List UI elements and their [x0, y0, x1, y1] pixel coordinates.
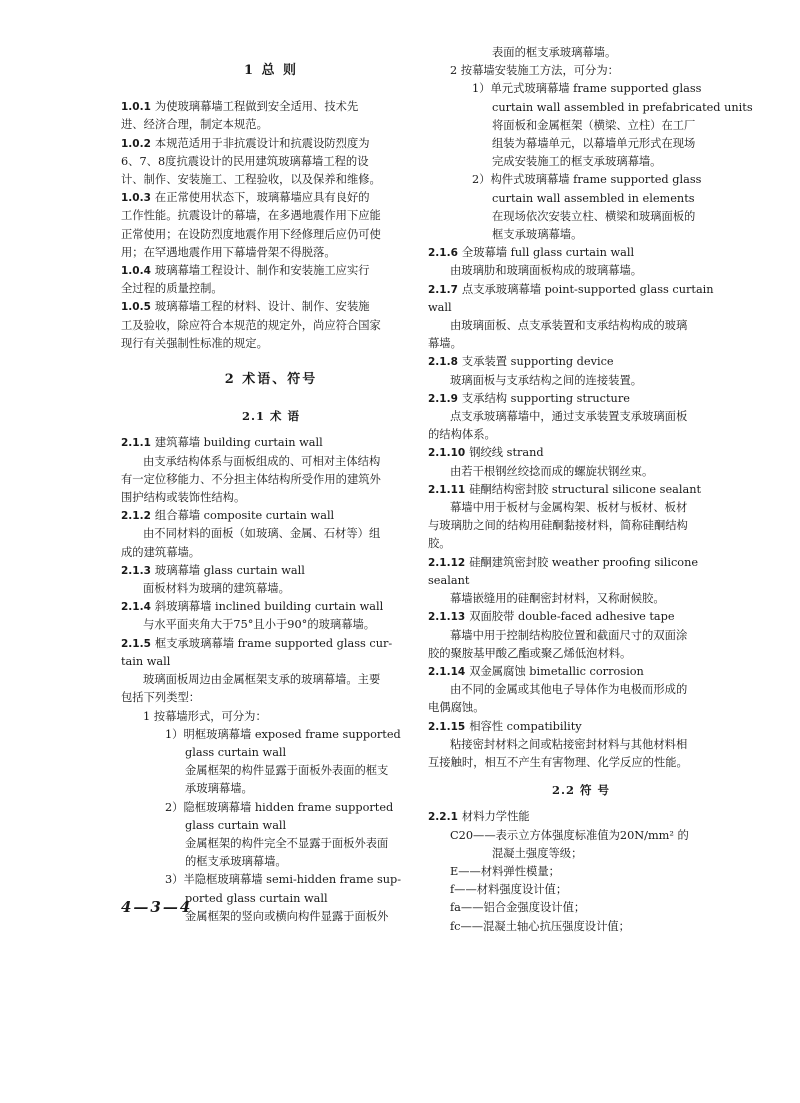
line-text: 1）单元式玻璃幕墙 frame supported glass — [472, 82, 702, 96]
clause-line — [121, 98, 421, 116]
line-text: 表面的框支承玻璃幕墙。 — [492, 46, 617, 59]
line-text: 幕墙嵌缝用的硅酮密封材料，又称耐候胶。 — [450, 592, 665, 606]
text-line — [121, 226, 421, 244]
line-text: 电偶腐蚀。 — [428, 701, 485, 715]
line-text: E——材料弹性模量； — [450, 864, 560, 878]
clause-line — [121, 598, 421, 616]
text-line — [121, 471, 421, 489]
line-text: 计、制作、安装施工、工程验收，以及保养和维修。 — [121, 173, 381, 187]
line-text: 框支承玻璃幕墙 frame supported glass cur- — [154, 636, 393, 650]
page-number: 4—3—4 — [121, 898, 193, 916]
subsection-title: 2.1 术 语 — [241, 409, 300, 424]
text-line — [428, 299, 734, 317]
line-text: 与水平面夹角大于75°且小于90°的玻璃幕墙。 — [143, 618, 376, 632]
spacer — [121, 80, 421, 98]
text-line — [428, 99, 753, 117]
line-text: 斜玻璃幕墙 inclined building curtain wall — [154, 600, 384, 614]
text-line — [428, 80, 734, 98]
clause-number: 2.1.11 — [428, 483, 466, 496]
text-line — [121, 653, 421, 671]
text-line — [428, 899, 734, 917]
clause-number: 2.1.8 — [428, 356, 458, 369]
left-column — [121, 44, 421, 926]
text-line — [121, 817, 421, 835]
text-line — [428, 499, 734, 517]
line-text: 的框支承玻璃幕墙。 — [185, 855, 287, 869]
text-line — [428, 226, 734, 244]
line-text: 正常使用；在设防烈度地震作用下经修理后应仍可使 — [121, 227, 381, 241]
text-line — [428, 863, 734, 881]
line-text: 围护结构或装饰性结构。 — [121, 491, 246, 505]
text-line — [428, 463, 734, 481]
line-text: 由不同的金属或其他电子导体作为电极而形成的 — [450, 683, 688, 697]
spacer — [121, 389, 421, 407]
text-line — [428, 171, 734, 189]
line-text: 2 按幕墙安装施工方法，可分为： — [450, 64, 619, 78]
line-text: 成的建筑幕墙。 — [121, 545, 201, 559]
text-line — [121, 244, 421, 262]
line-text: 有一定位移能力、不分担主体结构所受作用的建筑外 — [121, 472, 381, 486]
text-line — [121, 280, 421, 298]
text-line — [121, 153, 421, 171]
text-line — [428, 372, 734, 390]
text-line — [428, 317, 734, 335]
spacer — [121, 353, 421, 371]
clause-number: 2.1.6 — [428, 247, 458, 260]
clause-number: 2.1.9 — [428, 392, 458, 405]
clause-line — [428, 663, 734, 681]
line-text: 点支承玻璃幕墙 point-supported glass curtain — [461, 282, 714, 296]
text-line — [428, 845, 734, 863]
line-text: 金属框架的构件完全不显露于面板外表面 — [185, 836, 389, 850]
clause-line — [428, 718, 734, 736]
clause-number: 2.1.3 — [121, 564, 151, 577]
line-text: 玻璃面板周边由金属框架支承的玻璃幕墙。主要 — [143, 673, 381, 687]
line-text: 在现场依次安装立柱、横梁和玻璃面板的 — [492, 209, 696, 223]
line-text: 由支承结构体系与面板组成的、可相对主体结构 — [143, 454, 381, 468]
clause-number: 2.1.10 — [428, 447, 466, 460]
line-text: 互接触时，相互不产生有害物理、化学反应的性能。 — [428, 755, 688, 769]
text-line — [121, 544, 421, 562]
line-text: curtain wall assembled in prefabricated units — [492, 100, 753, 114]
clause-number: 1.0.2 — [121, 137, 151, 150]
text-line — [428, 262, 734, 280]
right-column — [428, 44, 753, 936]
clause-number: 2.1.2 — [121, 510, 151, 523]
text-line — [428, 918, 734, 936]
spacer — [428, 799, 734, 808]
text-line — [121, 171, 421, 189]
clause-number: 1.0.4 — [121, 265, 151, 278]
clause-number: 2.2.1 — [428, 811, 458, 824]
text-line — [121, 116, 421, 134]
text-line — [428, 426, 734, 444]
text-line — [428, 754, 734, 772]
text-line — [428, 208, 734, 226]
clause-line — [428, 390, 734, 408]
text-line — [121, 453, 421, 471]
line-text: 在正常使用状态下，玻璃幕墙应具有良好的 — [154, 191, 370, 205]
text-line — [428, 881, 734, 899]
line-text: 硅酮建筑密封胶 weather proofing silicone — [469, 555, 699, 569]
text-line — [428, 135, 734, 153]
clause-number: 2.1.5 — [121, 637, 151, 650]
line-text: 混凝土强度等级； — [492, 846, 583, 860]
text-line — [121, 871, 421, 889]
line-text: 承玻璃幕墙。 — [185, 782, 253, 796]
line-text: glass curtain wall — [185, 818, 287, 832]
section-title: 2 术语、符号 — [224, 372, 318, 388]
line-text: 1 按幕墙形式，可分为： — [143, 709, 267, 723]
line-text: 工及验收，除应符合本规范的规定外，尚应符合国家 — [121, 318, 381, 332]
line-text: curtain wall assembled in elements — [492, 191, 695, 205]
line-text: 为使玻璃幕墙工程做到安全适用、技术先 — [154, 100, 359, 114]
text-line — [121, 580, 421, 598]
line-text: 由玻璃肋和玻璃面板构成的玻璃幕墙。 — [450, 264, 643, 278]
clause-line — [121, 298, 421, 316]
text-line — [428, 645, 734, 663]
text-line — [428, 117, 734, 135]
line-text: 胶的聚胺基甲酸乙酯或聚乙烯低泡材料。 — [428, 646, 632, 660]
line-text: 金属框架的竖向或横向构件显露于面板外 — [185, 909, 389, 923]
text-line — [121, 853, 421, 871]
line-text: 与玻璃肋之间的结构用硅酮黏接材料，简称硅酮结构 — [428, 519, 688, 533]
line-text: 包括下列类型： — [121, 691, 201, 705]
clause-line — [121, 189, 421, 207]
line-text: 现行有关强制性标准的规定。 — [121, 336, 268, 350]
text-line — [121, 726, 421, 744]
line-text: 支承装置 supporting device — [461, 355, 614, 369]
text-line — [121, 744, 421, 762]
line-text: 幕墙中用于控制结构胶位置和截面尺寸的双面涂 — [450, 628, 688, 642]
line-text: 由若干根钢丝绞捻而成的螺旋状钢丝束。 — [450, 464, 654, 478]
clause-line — [428, 444, 734, 462]
text-line — [428, 827, 734, 845]
line-text: 金属框架的构件显露于面板外表面的框支 — [185, 764, 389, 778]
line-text: 完成安装施工的框支承玻璃幕墙。 — [492, 155, 662, 169]
spacer — [121, 44, 421, 62]
clause-number: 2.1.12 — [428, 556, 466, 569]
text-line — [121, 335, 421, 353]
line-text: 本规范适用于非抗震设计和抗震设防烈度为 — [154, 136, 370, 150]
text-line — [121, 689, 421, 707]
clause-line — [428, 353, 734, 371]
text-line — [428, 590, 734, 608]
text-line — [428, 153, 734, 171]
line-text: C20——表示立方体强度标准值为20N/mm² 的 — [450, 828, 689, 842]
line-text: 用；在罕遇地震作用下幕墙骨架不得脱落。 — [121, 245, 336, 259]
clause-number: 1.0.5 — [121, 301, 151, 314]
text-line — [121, 799, 421, 817]
line-text: 2）隐框玻璃幕墙 hidden frame supported — [165, 800, 394, 814]
clause-number: 2.1.1 — [121, 437, 151, 450]
line-text: 钢绞线 strand — [469, 446, 544, 460]
text-line — [121, 489, 421, 507]
line-text: 全玻幕墙 full glass curtain wall — [461, 246, 635, 260]
line-text: ported glass curtain wall — [185, 891, 328, 905]
text-line — [121, 835, 421, 853]
text-line — [428, 62, 734, 80]
clause-line — [428, 608, 734, 626]
clause-line — [121, 507, 421, 525]
line-text: tain wall — [121, 654, 171, 668]
line-text: wall — [428, 300, 452, 314]
line-text: 胶。 — [428, 537, 451, 551]
text-line — [428, 44, 734, 62]
clause-line — [428, 808, 734, 826]
line-text: f——材料强度设计值； — [450, 883, 568, 897]
text-line — [428, 572, 734, 590]
subsection-title: 2.2 符 号 — [551, 783, 610, 798]
line-text: 将面板和金属框架（横梁、立柱）在工厂 — [492, 118, 696, 132]
line-text: 组装为幕墙单元，以幕墙单元形式在现场 — [492, 137, 696, 151]
line-text: 材料力学性能 — [461, 810, 530, 824]
line-text: 由玻璃面板、点支承装置和支承结构构成的玻璃 — [450, 319, 688, 333]
clause-number: 1.0.1 — [121, 101, 151, 114]
clause-line — [428, 554, 734, 572]
line-text: 的结构体系。 — [428, 428, 496, 442]
text-line — [428, 736, 734, 754]
clause-number: 2.1.13 — [428, 611, 466, 624]
spacer — [121, 425, 421, 434]
text-line — [428, 408, 734, 426]
line-text: 2）构件式玻璃幕墙 frame supported glass — [472, 173, 702, 187]
line-text: 玻璃面板与支承结构之间的连接装置。 — [450, 373, 643, 387]
line-text: 面板材料为玻璃的建筑幕墙。 — [143, 582, 290, 596]
clause-number: 2.1.4 — [121, 601, 151, 614]
section-title: 1 总 则 — [243, 63, 299, 78]
clause-number: 2.1.15 — [428, 720, 466, 733]
line-text: 硅酮结构密封胶 structural silicone sealant — [469, 482, 702, 496]
line-text: 1）明框玻璃幕墙 exposed frame supported — [165, 727, 401, 741]
text-line — [428, 335, 734, 353]
text-line — [121, 780, 421, 798]
line-text: 点支承玻璃幕墙中，通过支承装置支承玻璃面板 — [450, 410, 688, 424]
line-text: 全过程的质量控制。 — [121, 282, 223, 296]
line-text: 工作性能。抗震设计的幕墙，在多遇地震作用下应能 — [121, 209, 381, 223]
line-text: 相容性 compatibility — [469, 719, 582, 733]
text-line — [121, 525, 421, 543]
text-line — [428, 517, 734, 535]
line-text: 建筑幕墙 building curtain wall — [154, 436, 323, 450]
line-text: 双面胶带 double-faced adhesive tape — [469, 610, 675, 624]
line-text: 双金属腐蚀 bimetallic corrosion — [469, 664, 644, 678]
text-line — [121, 616, 421, 634]
line-text: 支承结构 supporting structure — [461, 391, 630, 405]
line-text: 玻璃幕墙工程的材料、设计、制作、安装施 — [154, 300, 370, 314]
line-text: sealant — [428, 573, 470, 587]
line-text: 幕墙中用于板材与金属构架、板材与板材、板材 — [450, 501, 688, 515]
text-line — [428, 535, 734, 553]
clause-line — [121, 434, 421, 452]
line-text: 由不同材料的面板（如玻璃、金属、石材等）组 — [143, 527, 381, 541]
text-line — [428, 627, 734, 645]
clause-line — [428, 244, 734, 262]
clause-line — [121, 135, 421, 153]
text-line — [428, 699, 734, 717]
line-text: 粘接密封材料之间或粘接密封材料与其他材料相 — [450, 737, 688, 751]
clause-line — [121, 262, 421, 280]
line-text: glass curtain wall — [185, 745, 287, 759]
line-text: 框支承玻璃幕墙。 — [492, 228, 583, 242]
line-text: fa——铝合金强度设计值； — [450, 901, 586, 915]
text-line — [428, 190, 734, 208]
clause-number: 2.1.7 — [428, 283, 458, 296]
text-line — [121, 207, 421, 225]
line-text: 3）半隐框玻璃幕墙 semi-hidden frame sup- — [165, 873, 402, 887]
text-line — [121, 708, 421, 726]
clause-line — [428, 481, 734, 499]
clause-line — [428, 281, 734, 299]
line-text: 幕墙。 — [428, 337, 462, 351]
line-text: 玻璃幕墙工程设计、制作和安装施工应实行 — [154, 264, 370, 278]
line-text: 6、7、8度抗震设计的民用建筑玻璃幕墙工程的设 — [121, 154, 369, 168]
text-line — [121, 671, 421, 689]
line-text: fc——混凝土轴心抗压强度设计值； — [450, 919, 630, 933]
text-line — [121, 317, 421, 335]
clause-number: 1.0.3 — [121, 192, 151, 205]
clause-number: 2.1.14 — [428, 665, 466, 678]
clause-line — [121, 635, 421, 653]
clause-line — [121, 562, 421, 580]
spacer — [428, 772, 734, 781]
text-line — [428, 681, 734, 699]
line-text: 玻璃幕墙 glass curtain wall — [154, 563, 305, 577]
line-text: 进、经济合理，制定本规范。 — [121, 118, 268, 132]
text-line — [121, 762, 421, 780]
line-text: 组合幕墙 composite curtain wall — [154, 509, 335, 523]
